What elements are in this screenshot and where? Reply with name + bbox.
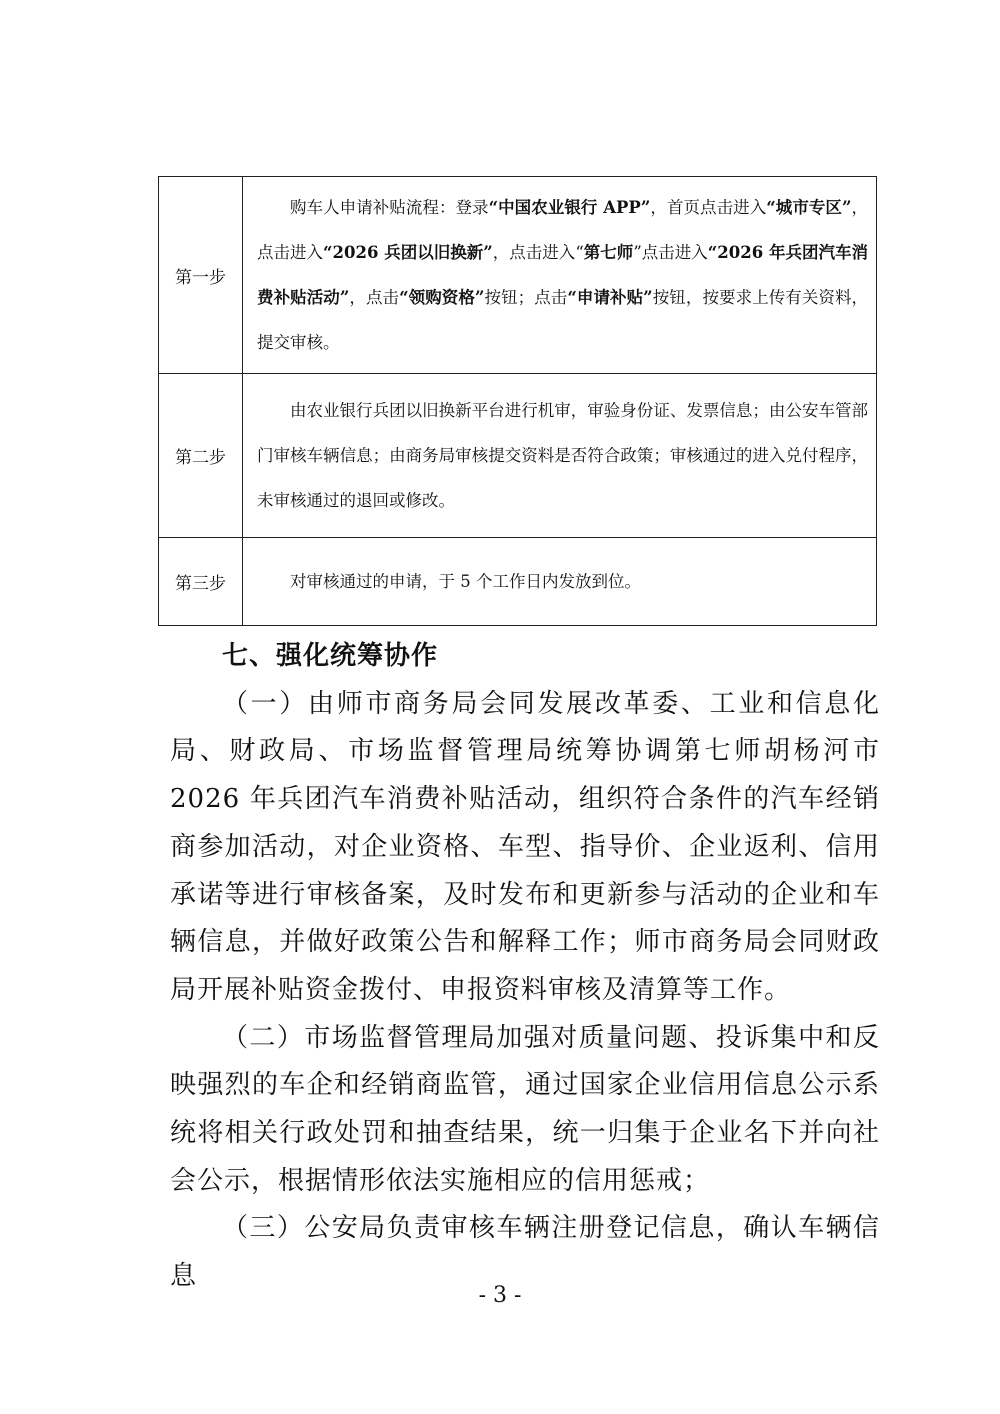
step-text: 由农业银行兵团以旧换新平台进行机审，审验身份证、发票信息；由公安车管部门审核车辆信息；由商务局审核提交资料是否符合政策；审核通过的进入兑付程序，未审核通过的退回或修改。	[257, 401, 868, 510]
step-text: ，点击	[349, 288, 400, 307]
step-row	[159, 177, 877, 374]
step-description	[243, 374, 877, 538]
page-number: - 3 -	[478, 1283, 522, 1308]
section-body	[170, 633, 880, 1301]
emphasized-text: 第七师	[583, 243, 634, 262]
step-text: ”点击进入	[633, 243, 708, 262]
emphasized-text: “申请补贴”	[567, 288, 653, 307]
emphasized-text: “城市专区”	[766, 198, 852, 217]
step-label: 第一步	[159, 177, 243, 374]
section-heading: 七、强化统筹协作	[222, 641, 439, 671]
step-text: 购车人申请补贴流程：登录	[290, 198, 489, 217]
paragraph-1: （一）由师市商务局会同发展改革委、工业和信息化局、财政局、市场监督管理局统筹协调第七师胡杨河市 2026 年兵团汽车消费补贴活动，组织符合条件的汽车经销商参加活动，对企业资格、车型、指导价、企业返利、信用承诺等进行审核备案，及时发布和更新参与活动的企业和车辆信息，并做好政策公告和解释工作；师市商务局会同财政局开展补贴资金拨付、申报资料审核及清算等工作。	[170, 688, 880, 1005]
step-text: 按钮，按要求上传有关资料，提交审核。	[257, 288, 869, 352]
step-label: 第三步	[159, 538, 243, 626]
paragraph-3: （三）公安局负责审核车辆注册登记信息，确认车辆信息	[170, 1213, 880, 1292]
step-text: ，点击进入“	[492, 243, 584, 262]
step-text: 按钮；点击	[484, 288, 568, 307]
step-row	[159, 538, 877, 626]
step-label: 第二步	[159, 374, 243, 538]
emphasized-text: “2026 兵团以旧换新”	[323, 243, 493, 262]
step-text: ，点击进入	[257, 198, 869, 262]
step-text: 对审核通过的申请，于 5 个工作日内发放到位。	[290, 572, 641, 591]
emphasized-text: “中国农业银行 APP”	[488, 198, 651, 217]
paragraph-2: （二）市场监督管理局加强对质量问题、投诉集中和反映强烈的车企和经销商监管，通过国家企业信用信息公示系统将相关行政处罚和抽查结果，统一归集于企业名下并向社会公示，根据情形依法实施相应的信用惩戒；	[170, 1022, 880, 1196]
step-text: ，首页点击进入	[650, 198, 767, 217]
emphasized-text: “领购资格”	[399, 288, 485, 307]
step-description	[243, 538, 877, 626]
step-description	[243, 177, 877, 374]
emphasized-text: “2026 年兵团汽车消费补贴活动”	[257, 243, 869, 307]
subsidy-steps-table	[158, 176, 877, 626]
step-row	[159, 374, 877, 538]
